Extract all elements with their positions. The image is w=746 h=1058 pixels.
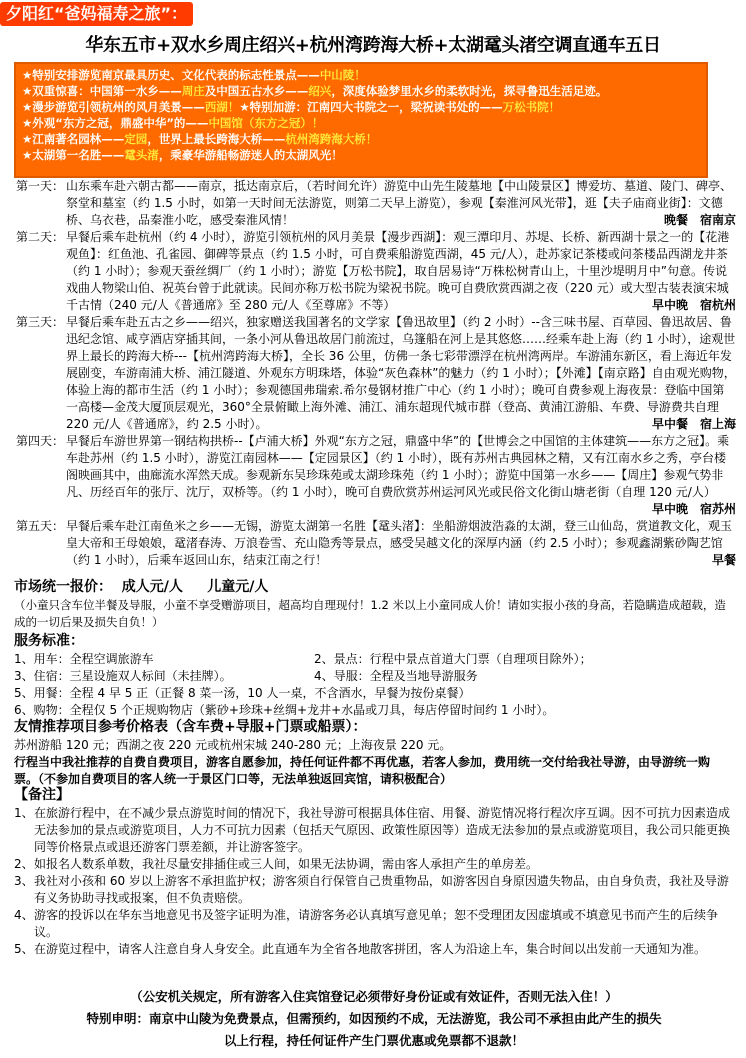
service-heading: 服务标准： xyxy=(14,633,84,649)
recommend-policy: 行程当中我社推荐的自费自费项目，游客自愿参加，持任何证件都不再优惠，若客人参加，费用统一交付给我社导游，由导游统一购票。（不参加自费项目的客人统一于景区门口等，无法单独返回宾馆，请积极配合） xyxy=(14,755,711,786)
day-description xyxy=(66,518,736,569)
day-item xyxy=(16,518,736,569)
day-meal-lodging: 早中晚 宿苏州 xyxy=(651,502,736,516)
service-item: 3、住宿：三星设施双人标间（未挂牌）。 xyxy=(14,669,232,683)
highlight-line xyxy=(22,115,700,131)
day-text: 早餐后乘车赴杭州（约 4 小时），游览引领杭州的风月美景【漫步西湖】：观三潭印月、苏堤、长桥、新西湖十景之一的【花港观鱼】：红鱼池、孔雀园、御碑等景点（约 1.5 小时，可自费乘船游览西湖，45 元/人），赴苏家记茶楼或问茶楼品西湖龙井茶（约 1 小时）；参观天蚕丝绸厂（约 1 小时）；游览【万松书院】，取自居易诗“万株松树青山上，十里沙堤明月中”句意。传说戏曲人物梁山伯、祝英台曾于此就读。民间亦称万松书院为梁祝书院。晚可自费欣赏西湖之夜（220 元）或大型古装表演宋城千古情（240 元/人《普通席》至 280 元/人《至尊席》不等） xyxy=(66,230,730,312)
tour-headline: 华东五市+双水乡周庄绍兴+杭州湾跨海大桥+太湖鼋头渚空调直通车五日 xyxy=(85,35,661,56)
day-text: 早餐后车游世界第一钢结构拱桥--【卢浦大桥】外观“东方之冠，鼎盛中华”的【世博会之中国馆的主体建筑——东方之冠】。乘车赴苏州（约 1.5 小时），游览江南园林——【定园景区】（约 1 小时），既有苏州古典园林之精，又有江南水乡之秀，亭台楼阁映画其中，曲廊流水浑然天成。参观新东吴珍珠苑或太湖珍珠苑（约 1 小时）；游览中国第一水乡——【周庄】参观气势非凡、历经百年的张厅、沈厅，双桥等。（约 1 小时），晚可自费欣赏苏州运河风光或民俗文化街山塘老街（自理 120 元/人） xyxy=(66,434,730,499)
highlight-text: ★江南著名园林—— xyxy=(22,132,125,146)
highlight-text: ★外观“东方之冠，鼎盛中华”的—— xyxy=(22,116,209,130)
highlight-text: ★太湖第一名胜—— xyxy=(22,148,125,162)
day-item xyxy=(16,433,736,518)
recommend-heading: 友情推荐项目参考价格表（含车费+导服+门票或船票）： xyxy=(14,719,367,735)
service-section xyxy=(14,632,734,719)
highlight-emphasis: 定园 xyxy=(124,132,148,146)
service-row xyxy=(14,668,734,685)
day-label: 第五天： xyxy=(16,519,65,533)
day-meal-lodging: 早中餐 宿上海 xyxy=(651,417,736,431)
highlight-emphasis: 中国馆（东方之冠）！ xyxy=(208,116,324,130)
service-row xyxy=(14,685,734,702)
service-item: 2、景点：行程中景点首道大门票（自理项目除外）； xyxy=(314,652,592,666)
notes-section xyxy=(14,786,734,958)
note-number: 3、 xyxy=(14,874,34,888)
highlights-box xyxy=(14,62,708,178)
recommend-prices: 苏州游船 120 元；西湖之夜 220 元或杭州宋城 240-280 元；上海夜景 220 元。 xyxy=(14,738,452,752)
day-description xyxy=(66,178,736,229)
footer-notice: （公安机关规定，所有游客入住宾馆登记必须带好身份证或有效证件，否则无法入住！） xyxy=(130,989,618,1004)
highlight-text: ，乘豪华游船畅游迷人的太湖风光！ xyxy=(158,148,343,162)
day-label: 第一天： xyxy=(16,179,65,193)
note-item xyxy=(14,856,734,873)
itinerary xyxy=(16,178,736,569)
note-text: 我社对小孩和 60 岁以上游客不承担监护权；游客须自行保管自己贵重物品，如游客因自身原因遗失物品，由自身负责，我社及导游有义务协助寻找或报案，但不负责赔偿。 xyxy=(34,874,729,905)
day-meal-lodging: 晚餐 宿南京 xyxy=(663,213,736,227)
note-item xyxy=(14,941,734,958)
highlight-text: ★双重惊喜：中国第一水乡—— xyxy=(22,84,182,98)
note-text: 在游览过程中，请客人注意自身人身安全。此直通车为全省各地散客拼团，客人为沿途上车，集合时间以出发前一天通知为准。 xyxy=(34,942,707,956)
note-item xyxy=(14,873,734,907)
note-number: 1、 xyxy=(14,806,34,820)
day-label: 第四天： xyxy=(16,434,65,448)
highlight-text: 及中国五古水乡—— xyxy=(204,84,309,98)
service-row xyxy=(14,651,734,668)
price-heading: 市场统一报价： 成人元/人 儿童元/人 xyxy=(14,579,269,595)
notes-heading: 【备注】 xyxy=(14,787,70,803)
highlight-emphasis: 周庄 xyxy=(181,84,205,98)
recommend-section xyxy=(14,718,734,788)
note-text: 如报名人数系单数，我社尽量安排插住或三人间，如果无法协调，需由客人承担产生的单房差。 xyxy=(34,857,539,871)
highlight-line xyxy=(22,99,700,115)
day-label: 第二天： xyxy=(16,230,65,244)
day-description xyxy=(66,314,736,433)
day-meal-lodging: 早中晚 宿杭州 xyxy=(651,298,736,312)
footer-notice: 特别申明：南京中山陵为免费景点，但需预约，如因预约不成，无法游览，我公司不承担由此产生的损失 xyxy=(86,1011,662,1026)
day-description xyxy=(66,229,736,314)
service-item: 1、用车：全程空调旅游车 xyxy=(14,652,154,666)
service-item: 6、购物：全程仅 5 个正规购物店（紫砂+珍珠+丝绸+龙井+水晶或刀具，每店停留时间约 1 小时）。 xyxy=(14,703,555,717)
highlight-emphasis: 万松书院！ xyxy=(502,100,561,114)
note-number: 4、 xyxy=(14,908,34,922)
day-text: 山东乘车赴六朝古都——南京，抵达南京后，（若时间允许）游览中山先生陵墓地【中山陵景区】博爱坊、墓道、陵门、碑亭、祭堂和墓室（约 1.5 小时，如第一天时间无法游览，则第二天早上游览），参观【秦淮河风光带】，逛【夫子庙商业街】：文德桥、乌衣巷，品秦淮小吃，感受秦淮风情！ xyxy=(66,179,733,227)
note-item xyxy=(14,907,734,941)
day-meal-lodging: 早餐 xyxy=(711,553,736,567)
note-text: 在旅游行程中，在不减少景点游览时间的情况下，我社导游可根据具体住宿、用餐、游览情况将行程次序互调。因不可抗力因素造成无法参加的景点或游览项目，人力不可抗力因素（包括天气原因、政策性原因等）造成无法参加的景点或游览项目，我公司只能更换同等价格景点或退还游客门票差额，并让游客签字。 xyxy=(34,806,731,854)
highlight-emphasis: 鼋头渚 xyxy=(124,148,159,162)
highlight-line xyxy=(22,131,700,147)
note-text: 游客的投诉以在华东当地意见书及签字证明为准，请游客务必认真填写意见单；恕不受理团友因虚填或不填意见书而产生的后续争议。 xyxy=(34,908,719,939)
note-number: 2、 xyxy=(14,857,34,871)
service-item: 4、导服：全程及当地导游服务 xyxy=(314,669,478,683)
highlight-text: ★漫步游览引领杭州的风月美景—— xyxy=(22,100,205,114)
service-item: 5、用餐：全程 4 早 5 正（正餐 8 菜一汤，10 人一桌，不含酒水，早餐为按份桌餐） xyxy=(14,686,471,700)
day-text: 早餐后乘车赴江南鱼米之乡——无锡，游览太湖第一名胜【鼋头渚】：坐船游烟波浩淼的太湖，登三山仙岛，赏道教文化，观玉皇大帝和王母娘娘，鼋渚春涛、万浪卷雪、充山隐秀等景点，感受吴越文化的深厚内涵（约 2.5 小时）；参观鑫湖紫砂陶艺馆（约 1 小时），后乘车返回山东，结束江南之行！ xyxy=(66,519,733,567)
price-note: （小童只含车位半餐及导服，小童不享受赠游项目，超高均自理现付！1.2 米以上小童同成人价！请如实报小孩的身高，若隐瞒造成超载，造成的一切后果及损失自负！） xyxy=(14,598,726,629)
day-text: 早餐后乘车赴五古之乡——绍兴，独家赠送我国著名的文学家【鲁迅故里】（约 2 小时）--含三味书屋、百草园、鲁迅故居、鲁迅纪念馆、咸亨酒店穿插其间，一条小河从鲁迅故居门前流过，乌篷船在河上是其悠悠……经乘车赴上海（约 1 小时），途观世界上最长的跨海大桥---【杭州湾跨海大桥】，全长 36 公里，仿佛一条七彩带漂浮在杭州湾两岸。车游浦东新区，看上海近年发展剧变，车游南浦大桥、浦江隧道、外观东方明珠塔，体验“灰色森林”的魅力（约 1 小时）；【外滩】【南京路】自由观光购物，体验上海的都市生活（约 1 小时）；参观德国弗瑞索.希尔曼钢材推广中心（约 1 小时）；晚可自费参观上海夜景：登临中国第一高楼—金茂大厦顶层观光，360°全景俯瞰上海外滩、浦江、浦东超现代城市群（登高、黄浦江游船、车费、导游费共自理 220 元/人《普通席》，约 2.5 小时）。 xyxy=(66,315,736,431)
highlight-line xyxy=(22,147,700,163)
footer-notice: 以上行程，持任何证件产生门票优惠或免票都不退款！ xyxy=(223,1033,524,1048)
highlight-line xyxy=(22,67,700,83)
footer-section xyxy=(14,986,734,1052)
note-number: 5、 xyxy=(14,942,34,956)
highlight-text: ★特别安排游览南京最具历史、文化代表的标志性景点—— xyxy=(22,68,320,82)
day-label: 第三天： xyxy=(16,315,65,329)
day-item xyxy=(16,178,736,229)
highlight-line xyxy=(22,83,700,99)
day-item xyxy=(16,314,736,433)
tour-title: 夕阳红“爸妈福寿之旅”： xyxy=(6,4,188,23)
highlight-text: ，深度体验梦里水乡的柔软时光，探寻鲁迅生活足迹。 xyxy=(331,84,608,98)
highlight-emphasis: 中山陵！ xyxy=(319,68,366,82)
highlight-emphasis: 西湖！ xyxy=(204,100,240,114)
note-item xyxy=(14,805,734,856)
day-item xyxy=(16,229,736,314)
highlight-text: ★特别加游：江南四大书院之一，梁祝读书处的—— xyxy=(239,100,503,114)
day-description xyxy=(66,433,736,518)
title-banner xyxy=(0,2,193,26)
highlight-emphasis: 杭州湾跨海大桥！ xyxy=(285,132,378,146)
service-row xyxy=(14,702,734,719)
highlight-text: ，世界上最长跨海大桥—— xyxy=(147,132,286,146)
highlight-emphasis: 绍兴 xyxy=(308,84,332,98)
price-section xyxy=(14,578,734,631)
